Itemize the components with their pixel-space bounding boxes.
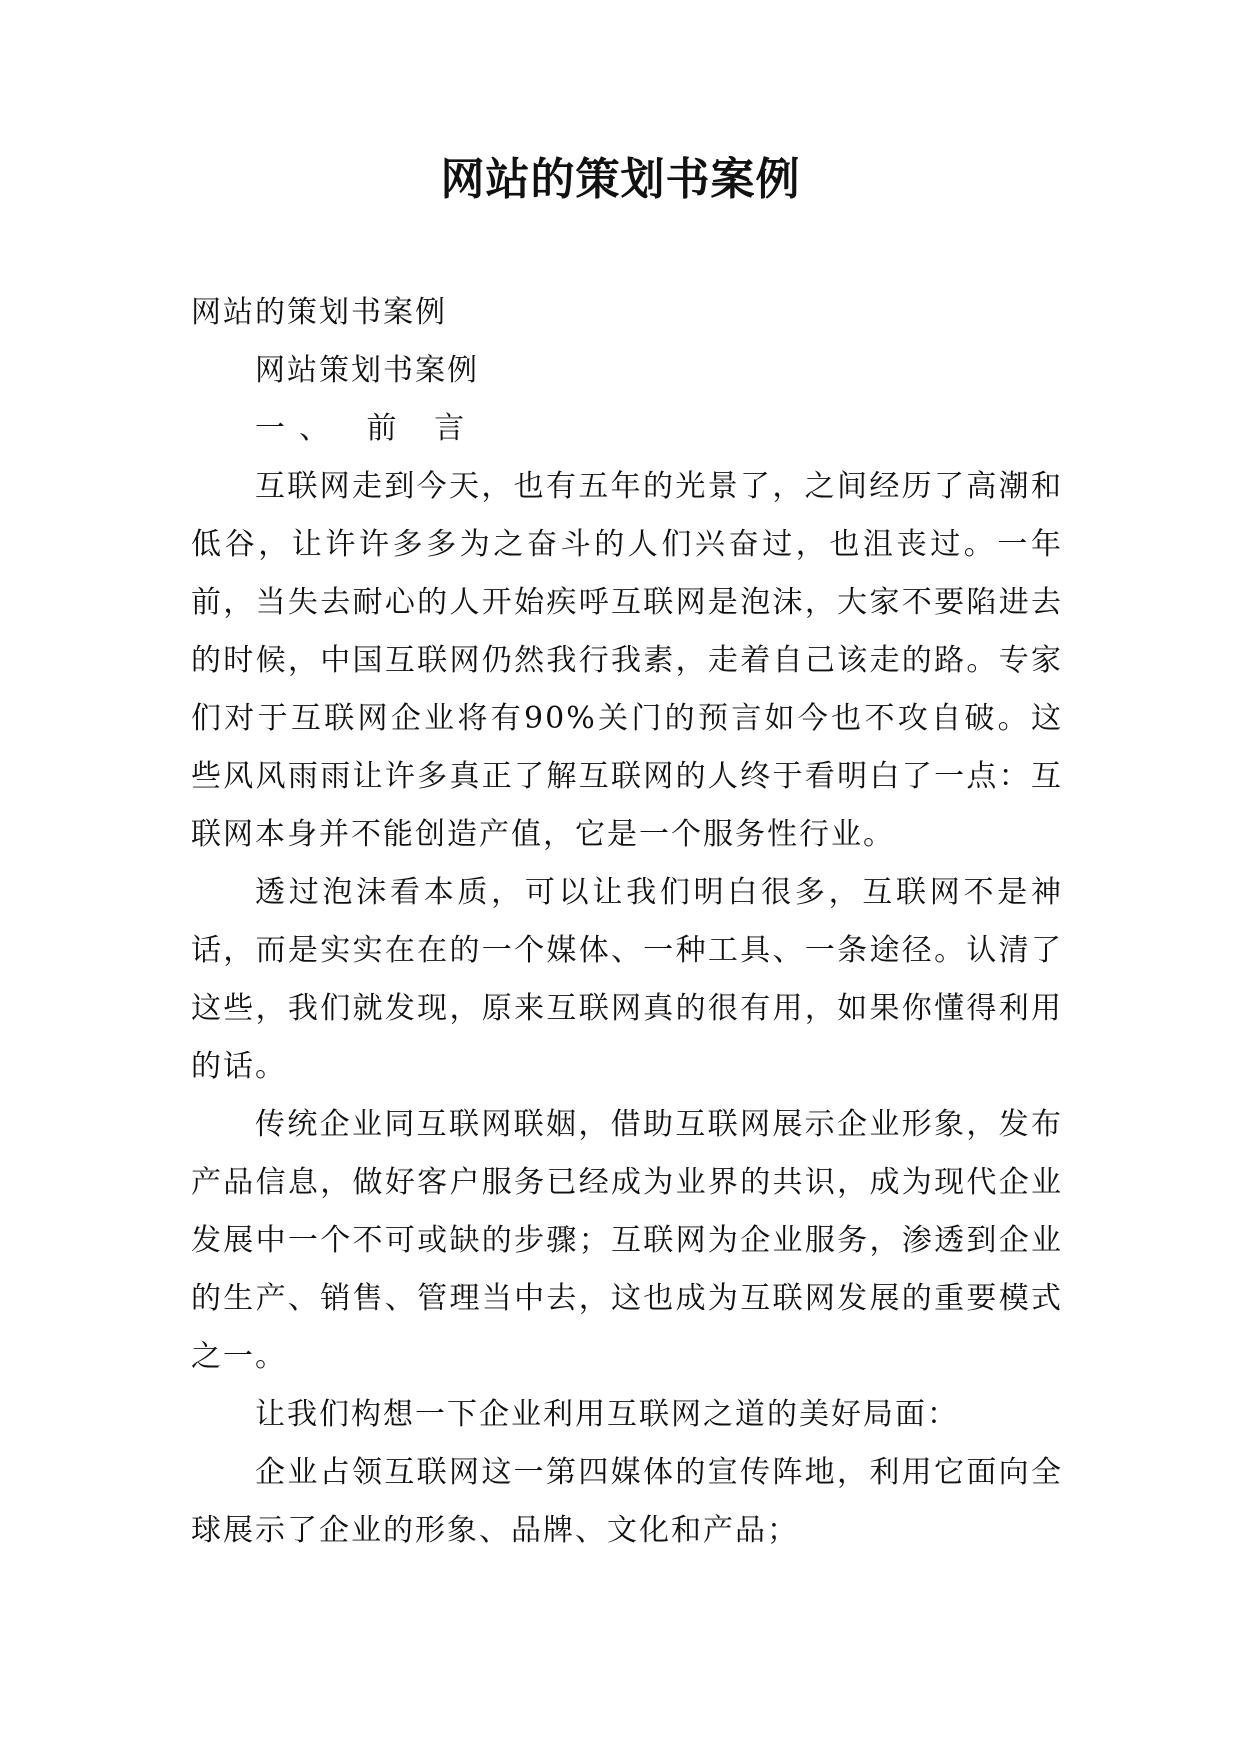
paragraph: 互联网走到今天，也有五年的光景了，之间经历了高潮和低谷，让许许多多为之奋斗的人们兴奋过，也沮丧过。一年前，当失去耐心的人开始疾呼互联网是泡沫，大家不要陷进去的时候，中国互联网仍然我行我素，走着自己该走的路。专家们对于互联网企业将有90%关门的预言如今也不攻自破。这些风风雨雨让许多真正了解互联网的人终于看明白了一点：互联网本身并不能创造产值，它是一个服务性行业。	[191, 469, 1063, 852]
document-title: 网站的策划书案例	[440, 154, 801, 205]
paragraph: 透过泡沫看本质，可以让我们明白很多，互联网不是神话，而是实实在在的一个媒体、一种工具、一条途径。认清了这些，我们就发现，原来互联网真的很有用，如果你懂得利用的话。	[191, 875, 1063, 1084]
section-heading-preface: 一、 前 言	[255, 411, 479, 446]
paragraph: 企业占领互联网这一第四媒体的宣传阵地，利用它面向全球展示了企业的形象、品牌、文化和产品；	[191, 1455, 1063, 1548]
paragraph: 让我们构想一下企业利用互联网之道的美好局面：	[255, 1397, 959, 1432]
document-body	[191, 284, 1063, 1560]
paragraph-section-title: 网站策划书案例	[255, 353, 479, 388]
paragraph-subtitle: 网站的策划书案例	[191, 295, 447, 330]
paragraph: 传统企业同互联网联姻，借助互联网展示企业形象，发布产品信息，做好客户服务已经成为业界的共识，成为现代企业发展中一个不可或缺的步骤；互联网为企业服务，渗透到企业的生产、销售、管理当中去，这也成为互联网发展的重要模式之一。	[191, 1107, 1063, 1374]
